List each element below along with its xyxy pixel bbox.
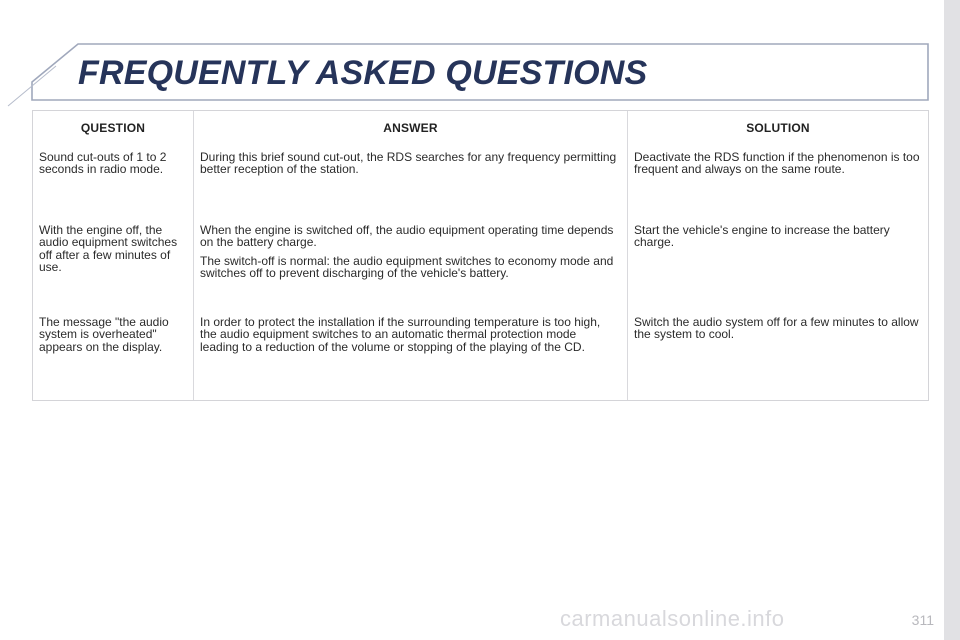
row-1-question: Sound cut-outs of 1 to 2 seconds in radio mode. — [39, 150, 167, 177]
row-2-answer — [200, 224, 622, 286]
column-separator — [627, 111, 628, 400]
header-question: QUESTION — [80, 121, 146, 135]
answer-paragraph: During this brief sound cut-out, the RDS searches for any frequency permitting better reception of the station. — [200, 150, 617, 177]
row-2-solution: Start the vehicle's engine to increase the battery charge. — [634, 223, 890, 250]
title-banner — [0, 0, 960, 110]
row-3-solution: Switch the audio system off for a few minutes to allow the system to cool. — [634, 315, 919, 342]
page-title: FREQUENTLY ASKED QUESTIONS — [78, 54, 648, 92]
row-1-solution: Deactivate the RDS function if the phenomenon is too frequent and always on the same route. — [634, 150, 920, 177]
row-1-answer — [200, 151, 622, 182]
header-solution: SOLUTION — [746, 121, 810, 135]
answer-paragraph: When the engine is switched off, the audio equipment operating time depends on the battery charge. — [200, 223, 614, 250]
answer-paragraph: In order to protect the installation if the surrounding temperature is too high, the audio equipment switches to an automatic thermal protection mode leading to a reduction of the volume or stopping of the playing of the CD. — [200, 315, 601, 354]
row-3-question: The message "the audio system is overheated" appears on the display. — [39, 315, 169, 354]
faq-table — [32, 110, 929, 401]
header-answer: ANSWER — [383, 121, 438, 135]
row-2-question: With the engine off, the audio equipment switches off after a few minutes of use. — [39, 223, 178, 275]
column-separator — [193, 111, 194, 400]
watermark-text: carmanualsonline.info — [560, 606, 785, 631]
row-3-answer — [200, 316, 616, 359]
page-number: 311 — [911, 612, 934, 628]
answer-paragraph: The switch-off is normal: the audio equipment switches to economy mode and switches off to prevent discharging of the vehicle's battery. — [200, 253, 614, 281]
